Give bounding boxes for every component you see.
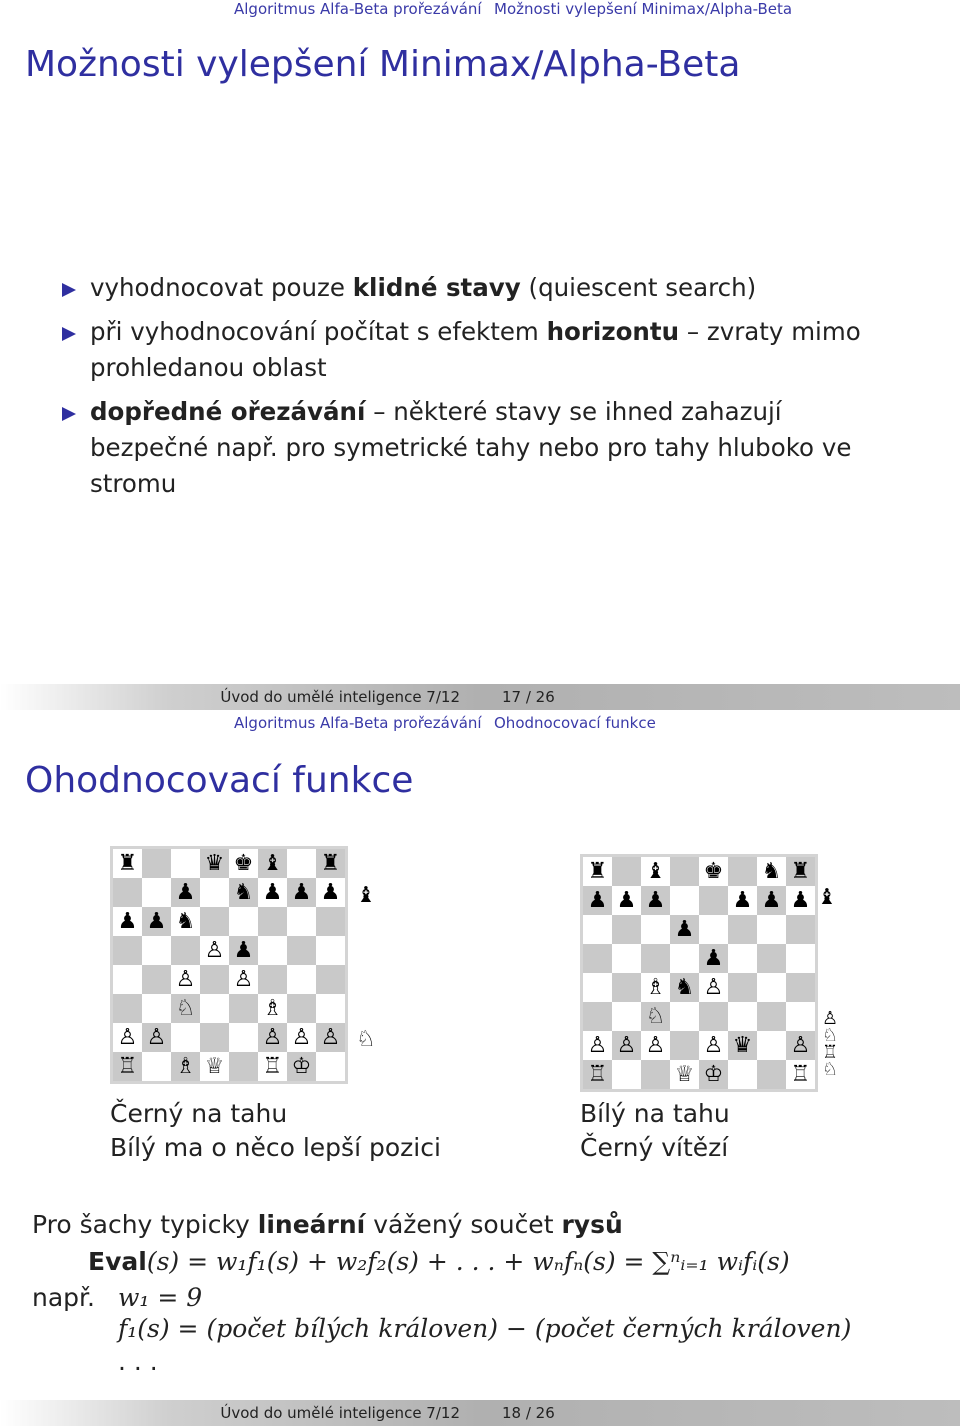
board-square: ♗ xyxy=(258,994,287,1023)
board-square xyxy=(142,1052,171,1081)
board-square xyxy=(113,994,142,1023)
board-square: ♖ xyxy=(786,1060,815,1089)
board-square: ♗ xyxy=(641,973,670,1002)
board-square xyxy=(171,849,200,878)
board-1-caption-move: Černý na tahu xyxy=(110,1099,288,1128)
board-square xyxy=(200,1023,229,1052)
board-square xyxy=(200,994,229,1023)
board-square xyxy=(612,1060,641,1089)
captured-piece-black: ♝ xyxy=(817,885,837,910)
board-square xyxy=(757,1031,786,1060)
board-square: ♟ xyxy=(583,886,612,915)
board-square xyxy=(142,849,171,878)
captured-piece-black: ♝ xyxy=(356,883,376,908)
board-square xyxy=(316,994,345,1023)
board-square xyxy=(171,936,200,965)
board-square: ♞ xyxy=(229,878,258,907)
bullet-item xyxy=(60,314,940,386)
footer-page-number: 17 / 26 xyxy=(480,684,960,710)
board-square: ♟ xyxy=(670,915,699,944)
board-square xyxy=(728,915,757,944)
board-square xyxy=(757,1002,786,1031)
footer-bar xyxy=(0,1400,960,1426)
board-square xyxy=(316,1052,345,1081)
chess-board-2 xyxy=(580,854,818,1092)
board-square: ♟ xyxy=(757,886,786,915)
board-square xyxy=(612,857,641,886)
board-square: ♘ xyxy=(171,994,200,1023)
board-square xyxy=(258,965,287,994)
board-square: ♟ xyxy=(786,886,815,915)
board-square: ♟ xyxy=(612,886,641,915)
eval-formula: Eval(s) = w₁f₁(s) + w₂f₂(s) + . . . + wₙfₙ(s) = ∑ⁿᵢ₌₁ wᵢfᵢ(s) xyxy=(88,1247,790,1276)
board-square xyxy=(258,907,287,936)
board-square xyxy=(786,1002,815,1031)
board-square xyxy=(757,1060,786,1089)
bullet-keyword: klidné stavy xyxy=(352,273,521,302)
board-square: ♚ xyxy=(229,849,258,878)
bullet-text: vyhodnocovat pouze xyxy=(90,273,353,302)
footer-course: Úvod do umělé inteligence 7/12 xyxy=(0,1400,480,1426)
board-square xyxy=(786,973,815,1002)
board-square: ♟ xyxy=(316,878,345,907)
bullet-triangle-icon xyxy=(62,283,76,297)
board-square: ♜ xyxy=(786,857,815,886)
board-2-caption-assessment: Černý vítězí xyxy=(580,1133,729,1162)
board-square xyxy=(757,944,786,973)
bullet-keyword: horizontu xyxy=(546,317,680,346)
bullet-triangle-icon xyxy=(62,327,76,341)
captured-piece-white: ♘ xyxy=(356,1027,376,1052)
slide-title: Možnosti vylepšení Minimax/Alpha-Beta xyxy=(25,44,741,85)
board-square xyxy=(612,973,641,1002)
example-weight: w₁ = 9 xyxy=(118,1283,203,1312)
board-square xyxy=(113,965,142,994)
bullet-text: bezpečné např. pro symetrické tahy nebo pro tahy hluboko ve stromu xyxy=(90,433,852,498)
board-square: ♟ xyxy=(258,878,287,907)
board-square xyxy=(641,1060,670,1089)
board-square xyxy=(142,878,171,907)
board-square: ♙ xyxy=(258,1023,287,1052)
example-feature: f₁(s) = (počet bílých královen) − (počet černých královen) xyxy=(118,1314,852,1343)
board-square xyxy=(229,1052,258,1081)
slide-title: Ohodnocovací funkce xyxy=(25,760,414,801)
board-square: ♙ xyxy=(786,1031,815,1060)
board-square xyxy=(142,994,171,1023)
board-square xyxy=(699,915,728,944)
board-square xyxy=(316,936,345,965)
board-square: ♙ xyxy=(641,1031,670,1060)
board-square: ♚ xyxy=(699,857,728,886)
bullet-text: prohledanou oblast xyxy=(90,353,327,382)
example-label: např. xyxy=(32,1283,95,1312)
board-square: ♞ xyxy=(670,973,699,1002)
board-square: ♗ xyxy=(171,1052,200,1081)
bullet-text: – některé stavy se ihned zahazují xyxy=(365,397,782,426)
bullet-item xyxy=(60,394,940,502)
board-square xyxy=(728,1060,757,1089)
bullet-list xyxy=(60,270,940,510)
board-square xyxy=(786,915,815,944)
board-square: ♛ xyxy=(200,849,229,878)
board-square xyxy=(612,915,641,944)
board-square: ♝ xyxy=(641,857,670,886)
footer-bar xyxy=(0,684,960,710)
board-square xyxy=(641,944,670,973)
bullet-keyword: dopředné ořezávání xyxy=(90,397,366,426)
board-square: ♝ xyxy=(258,849,287,878)
header-section-left[interactable]: Algoritmus Alfa-Beta prořezávání xyxy=(234,714,482,732)
board-square: ♙ xyxy=(200,936,229,965)
board-square xyxy=(728,944,757,973)
board-square xyxy=(142,965,171,994)
board-square: ♔ xyxy=(287,1052,316,1081)
board-square: ♟ xyxy=(171,878,200,907)
board-square xyxy=(612,1002,641,1031)
board-square: ♕ xyxy=(200,1052,229,1081)
board-square: ♙ xyxy=(583,1031,612,1060)
board-square xyxy=(583,944,612,973)
board-square: ♙ xyxy=(316,1023,345,1052)
board-square xyxy=(757,915,786,944)
board-square xyxy=(583,973,612,1002)
board-square xyxy=(287,965,316,994)
bullet-item xyxy=(60,270,940,306)
board-square xyxy=(316,907,345,936)
board-square xyxy=(728,857,757,886)
board-square xyxy=(670,1002,699,1031)
board-square: ♔ xyxy=(699,1060,728,1089)
board-square: ♖ xyxy=(583,1060,612,1089)
features-intro: Pro šachy typicky lineární vážený součet rysů xyxy=(32,1210,623,1239)
board-square xyxy=(670,1031,699,1060)
board-square: ♙ xyxy=(229,965,258,994)
board-square xyxy=(316,965,345,994)
ellipsis: . . . xyxy=(118,1347,158,1376)
chess-board-1 xyxy=(110,846,348,1084)
board-square: ♕ xyxy=(670,1060,699,1089)
board-square: ♜ xyxy=(113,849,142,878)
board-square: ♟ xyxy=(728,886,757,915)
board-square xyxy=(757,973,786,1002)
board-square: ♜ xyxy=(583,857,612,886)
board-square xyxy=(229,907,258,936)
footer-page-number: 18 / 26 xyxy=(480,1400,960,1426)
header-section-right[interactable]: Možnosti vylepšení Minimax/Alpha-Beta xyxy=(494,0,793,18)
footer-course: Úvod do umělé inteligence 7/12 xyxy=(0,684,480,710)
board-square: ♙ xyxy=(113,1023,142,1052)
bullet-triangle-icon xyxy=(62,407,76,421)
board-square xyxy=(786,944,815,973)
board-square: ♙ xyxy=(699,1031,728,1060)
header-section-left[interactable]: Algoritmus Alfa-Beta prořezávání xyxy=(234,0,482,18)
board-square xyxy=(200,965,229,994)
captured-pieces-white: ♙♘♖♘ xyxy=(822,1008,839,1080)
board-square xyxy=(699,1002,728,1031)
board-square: ♖ xyxy=(258,1052,287,1081)
board-square xyxy=(200,878,229,907)
board-square xyxy=(287,907,316,936)
board-square xyxy=(699,886,728,915)
board-square xyxy=(641,915,670,944)
board-square xyxy=(670,857,699,886)
board-square xyxy=(670,944,699,973)
board-square: ♟ xyxy=(699,944,728,973)
header-section-right[interactable]: Ohodnocovací funkce xyxy=(494,714,656,732)
board-square xyxy=(583,1002,612,1031)
board-square: ♙ xyxy=(287,1023,316,1052)
board-square: ♙ xyxy=(142,1023,171,1052)
board-square xyxy=(229,994,258,1023)
board-square: ♞ xyxy=(757,857,786,886)
board-1-caption-assessment: Bílý ma o něco lepší pozici xyxy=(110,1133,441,1162)
board-square: ♟ xyxy=(229,936,258,965)
board-square: ♟ xyxy=(641,886,670,915)
board-square xyxy=(287,936,316,965)
board-square xyxy=(583,915,612,944)
board-square xyxy=(287,849,316,878)
board-square xyxy=(142,936,171,965)
board-square: ♙ xyxy=(171,965,200,994)
board-square: ♘ xyxy=(641,1002,670,1031)
board-square: ♖ xyxy=(113,1052,142,1081)
board-square: ♙ xyxy=(699,973,728,1002)
bullet-text: (quiescent search) xyxy=(520,273,757,302)
board-square: ♟ xyxy=(287,878,316,907)
board-square: ♞ xyxy=(171,907,200,936)
board-square xyxy=(728,1002,757,1031)
board-square xyxy=(200,907,229,936)
board-square xyxy=(728,973,757,1002)
board-square: ♙ xyxy=(612,1031,641,1060)
board-square xyxy=(287,994,316,1023)
board-square xyxy=(670,886,699,915)
bullet-text: při vyhodnocování počítat s efektem xyxy=(90,317,547,346)
board-2-caption-move: Bílý na tahu xyxy=(580,1099,730,1128)
board-square xyxy=(113,936,142,965)
bullet-text: – zvraty mimo xyxy=(679,317,861,346)
board-square xyxy=(113,878,142,907)
board-square: ♟ xyxy=(113,907,142,936)
board-square: ♛ xyxy=(728,1031,757,1060)
board-square xyxy=(258,936,287,965)
board-square xyxy=(171,1023,200,1052)
board-square xyxy=(229,1023,258,1052)
board-square: ♜ xyxy=(316,849,345,878)
board-square: ♟ xyxy=(142,907,171,936)
board-square xyxy=(612,944,641,973)
